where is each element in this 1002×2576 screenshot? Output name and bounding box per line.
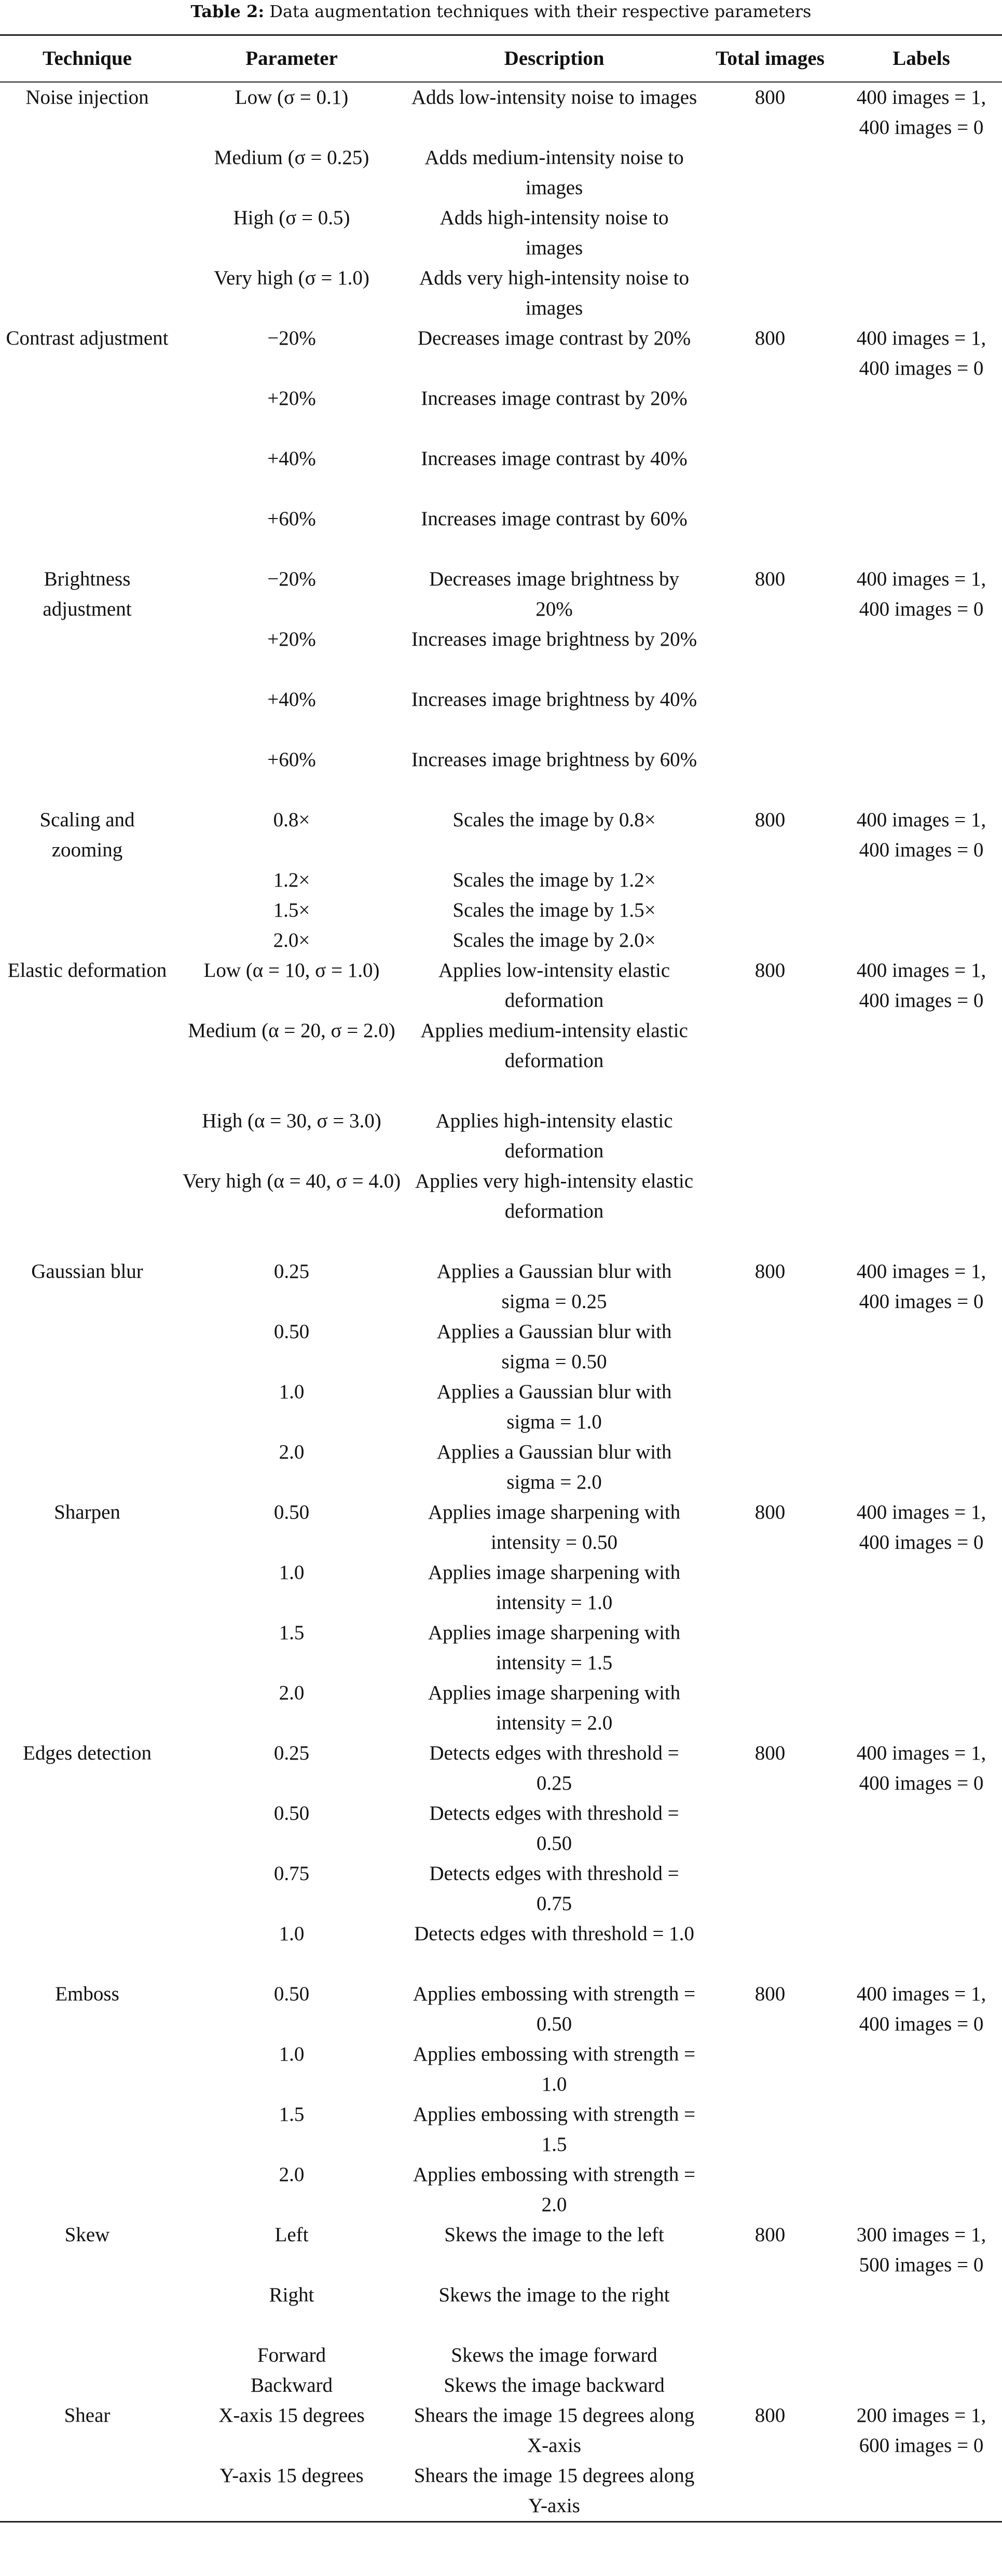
parameter-cell: 1.0 — [279, 1381, 305, 1403]
total-images-cell — [699, 2039, 841, 2100]
description-cell: Skews the image backward — [444, 2374, 665, 2396]
technique-cell — [0, 384, 174, 444]
parameter-cell: 1.0 — [279, 1561, 305, 1584]
description-cell: Increases image brightness by 20% — [411, 628, 697, 650]
table-row — [0, 2160, 1002, 2220]
description-cell: Increases image contrast by 20% — [421, 387, 688, 410]
technique-cell: Skew — [64, 2224, 110, 2246]
labels-cell: 400 images = 1, 400 images = 0 — [856, 327, 986, 379]
total-images-cell — [699, 2340, 841, 2370]
description-cell: Skews the image to the left — [444, 2224, 664, 2246]
table-row — [0, 624, 1002, 685]
total-images-cell: 800 — [754, 809, 786, 831]
parameter-cell: 0.25 — [273, 1260, 310, 1283]
total-images-cell — [699, 1798, 841, 1859]
technique-cell — [0, 1166, 174, 1257]
parameter-cell: Very high (α = 40, σ = 4.0) — [182, 1170, 401, 1192]
total-images-cell — [699, 1678, 841, 1738]
technique-cell — [0, 1798, 174, 1859]
description-cell: Applies very high-intensity elastic deformation — [415, 1170, 694, 1222]
technique-cell — [0, 624, 174, 685]
description-cell: Adds high-intensity noise to images — [440, 207, 669, 259]
augmentation-table — [0, 34, 1002, 2523]
description-cell: Scales the image by 1.5× — [452, 899, 656, 921]
description-cell: Applies embossing with strength = 0.50 — [413, 1983, 696, 2035]
total-images-cell — [699, 745, 841, 805]
description-cell: Adds medium-intensity noise to images — [424, 146, 684, 199]
technique-cell — [0, 1437, 174, 1497]
labels-cell — [841, 865, 1002, 895]
parameter-cell: 0.25 — [273, 1742, 310, 1764]
description-cell: Increases image brightness by 40% — [411, 688, 697, 711]
table-row — [0, 1106, 1002, 1166]
description-cell: Detects edges with threshold = 0.50 — [429, 1802, 679, 1855]
technique-cell — [0, 504, 174, 564]
labels-cell — [841, 2100, 1002, 2160]
total-images-cell — [699, 865, 841, 895]
table-row — [0, 1257, 1002, 1317]
labels-cell: 400 images = 1, 400 images = 0 — [856, 568, 986, 620]
table-row — [0, 1016, 1002, 1106]
parameter-cell: 1.5 — [279, 2103, 305, 2125]
labels-cell — [841, 1016, 1002, 1106]
total-images-cell: 800 — [754, 1983, 786, 2005]
labels-cell — [841, 444, 1002, 504]
description-cell: Applies a Gaussian blur with sigma = 0.25 — [436, 1260, 672, 1313]
parameter-cell: Right — [269, 2284, 314, 2306]
labels-cell — [841, 203, 1002, 263]
parameter-cell: Medium (σ = 0.25) — [214, 146, 369, 169]
total-images-cell: 800 — [754, 86, 786, 108]
labels-cell — [841, 263, 1002, 323]
total-images-cell: 800 — [754, 1260, 786, 1283]
technique-cell — [0, 2280, 174, 2340]
labels-cell — [841, 2370, 1002, 2401]
total-images-cell — [699, 624, 841, 685]
description-cell: Applies a Gaussian blur with sigma = 0.50 — [436, 1320, 672, 1373]
total-images-cell — [699, 895, 841, 925]
description-cell: Applies image sharpening with intensity = 1.5 — [428, 1621, 681, 1674]
caption-lead: Table 2: — [190, 2, 265, 21]
description-cell: Applies image sharpening with intensity = 2.0 — [428, 1682, 681, 1734]
description-cell: Applies low-intensity elastic deformation — [438, 959, 670, 1012]
total-images-cell: 800 — [754, 2404, 786, 2427]
description-cell: Adds low-intensity noise to images — [411, 86, 697, 108]
total-images-cell — [699, 685, 841, 745]
header-row — [0, 35, 1002, 83]
table-row — [0, 2039, 1002, 2100]
parameter-cell: +40% — [267, 447, 316, 470]
total-images-cell — [699, 925, 841, 956]
parameter-cell: Y-axis 15 degrees — [174, 2461, 409, 2522]
parameter-cell: −20% — [267, 568, 316, 590]
total-images-cell: 800 — [754, 959, 786, 982]
technique-cell — [0, 1377, 174, 1437]
technique-cell: Scaling and zooming — [39, 809, 135, 861]
labels-cell — [841, 745, 1002, 805]
table-row — [0, 1678, 1002, 1738]
table-row — [0, 1166, 1002, 1257]
technique-cell — [0, 2160, 174, 2220]
description-cell: Decreases image brightness by 20% — [429, 568, 679, 620]
total-images-cell — [699, 1618, 841, 1678]
table-row — [0, 1497, 1002, 1558]
parameter-cell: 2.0 — [279, 2163, 305, 2186]
description-cell: Applies image sharpening with intensity = 1.0 — [428, 1561, 681, 1614]
total-images-cell: 800 — [754, 327, 786, 349]
table-row — [0, 444, 1002, 504]
labels-cell — [841, 1618, 1002, 1678]
table-row — [0, 2220, 1002, 2280]
table-row — [0, 1618, 1002, 1678]
labels-cell — [841, 1377, 1002, 1437]
parameter-cell: Forward — [257, 2344, 326, 2366]
description-cell: Scales the image by 0.8× — [452, 809, 656, 831]
total-images-cell: 800 — [754, 1742, 786, 1764]
labels-cell — [841, 1437, 1002, 1497]
total-images-cell — [699, 2370, 841, 2401]
total-images-cell — [699, 2100, 841, 2160]
table-row — [0, 82, 1002, 143]
table-row — [0, 203, 1002, 263]
technique-cell: Shear — [64, 2404, 111, 2427]
table-row — [0, 1437, 1002, 1497]
table-row — [0, 1377, 1002, 1437]
parameter-cell: 0.50 — [273, 1320, 310, 1343]
technique-cell — [0, 1859, 174, 1919]
table-row — [0, 745, 1002, 805]
technique-cell — [0, 2039, 174, 2100]
parameter-cell: Medium (α = 20, σ = 2.0) — [188, 1019, 395, 1042]
parameter-cell: 2.0× — [273, 929, 310, 951]
parameter-cell: 1.5× — [273, 899, 310, 921]
parameter-cell: 1.2× — [273, 869, 310, 891]
description-cell: Scales the image by 1.2× — [452, 869, 656, 891]
labels-cell — [841, 685, 1002, 745]
total-images-cell: 800 — [754, 568, 786, 590]
description-cell: Scales the image by 2.0× — [452, 929, 656, 951]
table-row — [0, 956, 1002, 1016]
table-row — [0, 1738, 1002, 1798]
parameter-cell: +20% — [267, 387, 316, 410]
technique-cell — [0, 263, 174, 323]
labels-cell: 400 images = 1, 400 images = 0 — [856, 86, 986, 139]
table-row — [0, 1558, 1002, 1618]
total-images-cell — [699, 1859, 841, 1919]
parameter-cell: Backward — [250, 2374, 333, 2396]
description-cell: Increases image contrast by 40% — [421, 447, 688, 470]
description-cell: Decreases image contrast by 20% — [417, 327, 691, 349]
total-images-cell — [699, 2280, 841, 2340]
header-total-images: Total images — [699, 35, 841, 83]
total-images-cell — [699, 1919, 841, 1979]
technique-cell — [0, 203, 174, 263]
table-row — [0, 263, 1002, 323]
technique-cell — [0, 444, 174, 504]
technique-cell — [0, 1678, 174, 1738]
labels-cell — [841, 1678, 1002, 1738]
description-cell: Detects edges with threshold = 0.25 — [429, 1742, 679, 1794]
technique-cell — [0, 1317, 174, 1377]
description-cell: Shears the image 15 degrees along Y-axis — [409, 2461, 699, 2522]
total-images-cell — [699, 1317, 841, 1377]
total-images-cell — [699, 263, 841, 323]
description-cell: Applies medium-intensity elastic deformation — [420, 1019, 688, 1072]
labels-cell — [841, 1317, 1002, 1377]
table-row — [0, 1859, 1002, 1919]
total-images-cell — [699, 2160, 841, 2220]
labels-cell: 300 images = 1, 500 images = 0 — [856, 2224, 986, 2276]
technique-cell — [0, 2340, 174, 2370]
total-images-cell — [699, 1437, 841, 1497]
parameter-cell: 0.8× — [273, 809, 310, 831]
labels-cell — [841, 1106, 1002, 1166]
technique-cell: Noise injection — [25, 86, 149, 108]
labels-cell — [841, 2340, 1002, 2370]
labels-cell: 400 images = 1, 400 images = 0 — [856, 959, 986, 1012]
labels-cell — [841, 2280, 1002, 2340]
total-images-cell — [699, 1166, 841, 1257]
parameter-cell: High (α = 30, σ = 3.0) — [202, 1110, 381, 1132]
parameter-cell: +60% — [267, 508, 316, 530]
description-cell: Applies high-intensity elastic deformation — [435, 1110, 673, 1162]
technique-cell — [0, 925, 174, 956]
labels-cell: 400 images = 1, 400 images = 0 — [856, 1501, 986, 1553]
parameter-cell: Very high (σ = 1.0) — [214, 267, 369, 289]
table-row — [0, 1979, 1002, 2039]
table-row — [0, 2100, 1002, 2160]
table-row — [0, 865, 1002, 895]
labels-cell — [841, 925, 1002, 956]
technique-cell: Brightness adjustment — [43, 568, 132, 620]
labels-cell — [841, 2461, 1002, 2522]
total-images-cell — [699, 1377, 841, 1437]
description-cell: Applies a Gaussian blur with sigma = 2.0 — [436, 1441, 672, 1493]
table-row — [0, 143, 1002, 203]
caption-text: Data augmentation techniques with their respective parameters — [264, 2, 812, 21]
table-row — [0, 1798, 1002, 1859]
table-row — [0, 925, 1002, 956]
labels-cell — [841, 143, 1002, 203]
table-header — [0, 35, 1002, 83]
table-row — [0, 2340, 1002, 2370]
parameter-cell: 2.0 — [279, 1682, 305, 1704]
technique-cell — [0, 1618, 174, 1678]
header-description: Description — [409, 35, 699, 83]
total-images-cell — [699, 504, 841, 564]
description-cell: Detects edges with threshold = 0.75 — [429, 1862, 679, 1915]
parameter-cell: 1.5 — [279, 1621, 305, 1644]
description-cell: Applies a Gaussian blur with sigma = 1.0 — [436, 1381, 672, 1433]
total-images-cell — [699, 444, 841, 504]
total-images-cell — [699, 2461, 841, 2522]
technique-cell — [0, 1558, 174, 1618]
technique-cell — [0, 2370, 174, 2401]
description-cell: Adds very high-intensity noise to images — [419, 267, 689, 319]
total-images-cell: 800 — [754, 2224, 786, 2246]
technique-cell — [0, 1016, 174, 1106]
technique-cell — [0, 865, 174, 895]
total-images-cell: 800 — [754, 1501, 786, 1523]
parameter-cell: +40% — [267, 688, 316, 711]
parameter-cell: High (σ = 0.5) — [233, 207, 350, 229]
technique-cell — [0, 2461, 174, 2522]
parameter-cell: Low (σ = 0.1) — [235, 86, 349, 108]
description-cell: Skews the image to the right — [438, 2284, 670, 2306]
labels-cell — [841, 895, 1002, 925]
parameter-cell: 0.50 — [273, 1802, 310, 1824]
table-row — [0, 685, 1002, 745]
table-row — [0, 2461, 1002, 2522]
parameter-cell: 0.50 — [273, 1983, 310, 2005]
table-row — [0, 2370, 1002, 2401]
description-cell: Skews the image forward — [451, 2344, 657, 2366]
header-labels: Labels — [841, 35, 1002, 83]
description-cell: Applies image sharpening with intensity = 0.50 — [428, 1501, 681, 1553]
table-row — [0, 1317, 1002, 1377]
total-images-cell — [699, 1106, 841, 1166]
description-cell: Applies embossing with strength = 2.0 — [413, 2163, 696, 2216]
labels-cell: 400 images = 1, 400 images = 0 — [856, 1983, 986, 2035]
table-row — [0, 1919, 1002, 1979]
total-images-cell — [699, 203, 841, 263]
header-parameter: Parameter — [174, 35, 409, 83]
description-cell: Increases image contrast by 60% — [421, 508, 688, 530]
table-row — [0, 2401, 1002, 2461]
technique-cell — [0, 895, 174, 925]
parameter-cell: 0.75 — [273, 1862, 310, 1885]
labels-cell: 200 images = 1, 600 images = 0 — [856, 2404, 986, 2457]
table-row — [0, 564, 1002, 624]
technique-cell — [0, 685, 174, 745]
table-row — [0, 504, 1002, 564]
labels-cell — [841, 1558, 1002, 1618]
parameter-cell: Low (α = 10, σ = 1.0) — [203, 959, 380, 982]
total-images-cell — [699, 143, 841, 203]
description-cell: Shears the image 15 degrees along X-axis — [414, 2404, 695, 2457]
technique-cell: Gaussian blur — [31, 1260, 143, 1283]
technique-cell: Emboss — [55, 1983, 119, 2005]
parameter-cell: −20% — [267, 327, 316, 349]
parameter-cell: 0.50 — [273, 1501, 310, 1523]
description-cell: Applies embossing with strength = 1.0 — [413, 2043, 696, 2095]
technique-cell: Sharpen — [54, 1501, 120, 1523]
parameter-cell: X-axis 15 degrees — [218, 2404, 365, 2427]
technique-cell — [0, 745, 174, 805]
total-images-cell — [699, 1016, 841, 1106]
technique-cell — [0, 1106, 174, 1166]
labels-cell — [841, 384, 1002, 444]
parameter-cell: 2.0 — [279, 1441, 305, 1463]
labels-cell — [841, 1166, 1002, 1257]
labels-cell — [841, 624, 1002, 685]
parameter-cell: 1.0 — [279, 1923, 305, 1945]
labels-cell — [841, 1798, 1002, 1859]
parameter-cell: +20% — [267, 628, 316, 650]
labels-cell: 400 images = 1, 400 images = 0 — [856, 1742, 986, 1794]
labels-cell — [841, 1919, 1002, 1979]
labels-cell — [841, 2160, 1002, 2220]
table-row — [0, 384, 1002, 444]
labels-cell — [841, 2039, 1002, 2100]
description-cell: Applies embossing with strength = 1.5 — [413, 2103, 696, 2156]
table-row — [0, 2280, 1002, 2340]
table-caption — [0, 0, 1002, 23]
total-images-cell — [699, 384, 841, 444]
technique-cell: Elastic deformation — [7, 959, 167, 982]
table-row — [0, 805, 1002, 865]
labels-cell: 400 images = 1, 400 images = 0 — [856, 809, 986, 861]
parameter-cell: +60% — [267, 748, 316, 771]
parameter-cell: Left — [274, 2224, 309, 2246]
labels-cell — [841, 504, 1002, 564]
header-technique: Technique — [0, 35, 174, 83]
labels-cell — [841, 1859, 1002, 1919]
technique-cell — [0, 1919, 174, 1979]
table-body — [0, 82, 1002, 2522]
parameter-cell: 1.0 — [279, 2043, 305, 2065]
description-cell: Detects edges with threshold = 1.0 — [414, 1923, 694, 1945]
table-row — [0, 323, 1002, 384]
description-cell: Increases image brightness by 60% — [411, 748, 697, 771]
table-row — [0, 895, 1002, 925]
labels-cell: 400 images = 1, 400 images = 0 — [856, 1260, 986, 1313]
technique-cell: Edges detection — [23, 1742, 152, 1764]
technique-cell — [0, 2100, 174, 2160]
technique-cell — [0, 143, 174, 203]
total-images-cell — [699, 1558, 841, 1618]
technique-cell: Contrast adjustment — [6, 327, 169, 349]
